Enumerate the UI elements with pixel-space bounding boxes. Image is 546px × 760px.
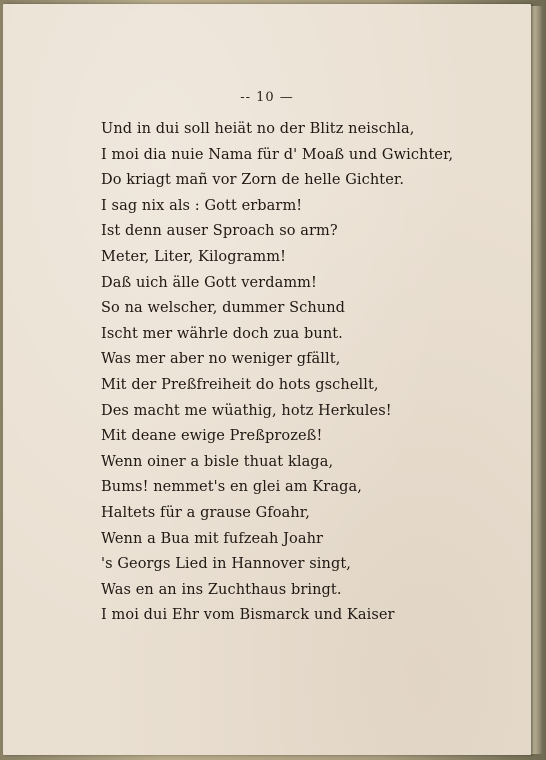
verse-line: So na welscher, dummer Schund xyxy=(101,300,346,317)
book-page xyxy=(3,4,531,755)
verse-line: I sag nix als : Gott erbarm! xyxy=(101,197,303,214)
verse-line: Mit der Preßfreiheit do hots gschellt, xyxy=(101,376,379,393)
verse-line: Und in dui soll heiät no der Blitz neischla, xyxy=(101,121,415,137)
page-number: -- 10 — xyxy=(240,90,294,105)
verse-text xyxy=(101,117,501,629)
verse-line: Meter, Liter, Kilogramm! xyxy=(101,248,287,265)
verse-line: Wenn a Bua mit fufzeah Joahr xyxy=(101,530,324,547)
verse-line: Daß uich älle Gott verdamm! xyxy=(101,274,317,291)
verse-line: Wenn oiner a bisle thuat klaga, xyxy=(101,453,334,470)
verse-line: Was mer aber no weniger gfällt, xyxy=(101,351,341,368)
verse-line: Ist denn auser Sproach so arm? xyxy=(101,223,338,240)
verse-line: Was en an ins Zuchthaus bringt. xyxy=(101,581,342,598)
verse-line: Mit deane ewige Preßprozeß! xyxy=(101,428,323,445)
verse-line: Bums! nemmet's en glei am Kraga, xyxy=(101,479,362,496)
verse-line: Do kriagt mañ vor Zorn de helle Gichter. xyxy=(101,172,405,189)
verse-line: Des macht me wüathig, hotz Herkules! xyxy=(101,402,392,419)
verse-line: I moi dui Ehr vom Bismarck und Kaiser xyxy=(101,607,395,624)
verse-line: I moi dia nuie Nama für d' Moaß und Gwichter, xyxy=(101,146,454,163)
verse-line: 's Georgs Lied in Hannover singt, xyxy=(101,556,351,573)
verse-line: Ischt mer währle doch zua bunt. xyxy=(101,325,343,342)
verse-line: Haltets für a grause Gfoahr, xyxy=(101,504,310,521)
